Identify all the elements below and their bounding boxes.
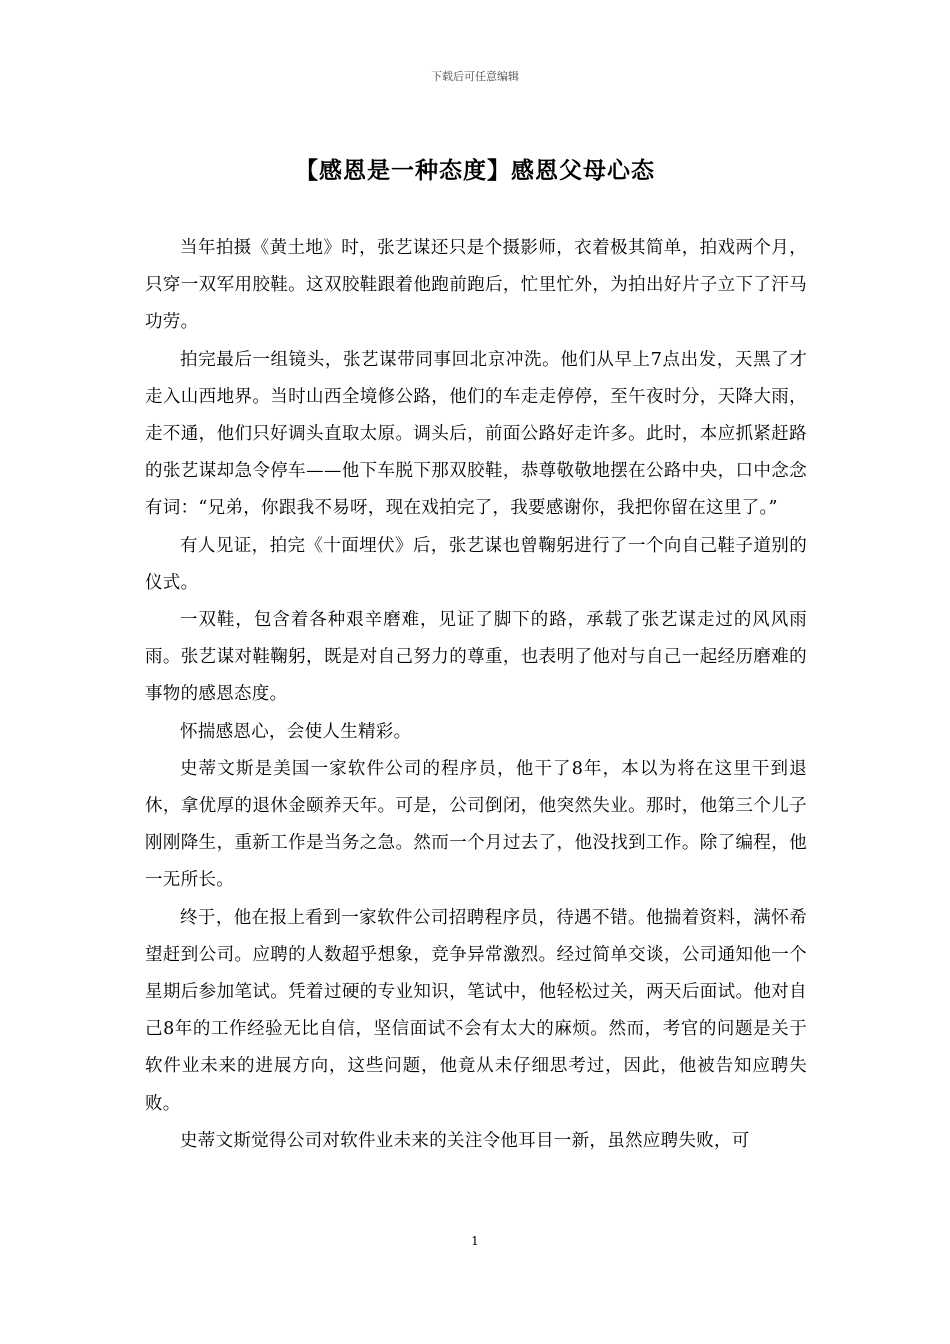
paragraph: 一双鞋，包含着各种艰辛磨难，见证了脚下的路，承载了张艺谋走过的风风雨雨。张艺谋对鞋鞠躬，既是对自己努力的尊重，也表明了他对与自己一起经历磨难的事物的感恩态度。 xyxy=(145,610,807,705)
paragraph: 怀揣感恩心，会使人生精彩。 xyxy=(180,721,412,742)
paragraph: 有人见证，拍完《十面埋伏》后，张艺谋也曾鞠躬进行了一个向自己鞋子道别的仪式。 xyxy=(145,535,807,593)
document-body xyxy=(145,230,807,1160)
page-header-note: 下载后可任意编辑 xyxy=(431,70,519,83)
paragraph: 终于，他在报上看到一家软件公司招聘程序员，待遇不错。他揣着资料，满怀希望赶到公司。应聘的人数超乎想象，竞争异常激烈。经过简单交谈，公司通知他一个星期后参加笔试。凭着过硬的专业知识，笔试中，他轻松过关，两天后面试。他对自己8年的工作经验无比自信，坚信面试不会有太大的麻烦。然而，考官的问题是关于软件业未来的进展方向，这些问题，他竟从未仔细思考过，因此，他被告知应聘失败。 xyxy=(145,907,807,1114)
document-title: 【感恩是一种态度】感恩父母心态 xyxy=(295,157,655,184)
page-number: 1 xyxy=(471,1234,479,1248)
paragraph: 拍完最后一组镜头，张艺谋带同事回北京冲洗。他们从早上7点出发，天黑了才走入山西地界。当时山西全境修公路，他们的车走走停停，至午夜时分，天降大雨，走不通，他们只好调头直取太原。调头后，前面公路好走许多。此时，本应抓紧赶路的张艺谋却急令停车——他下车脱下那双胶鞋，恭尊敬敬地摆在公路中央，口中念念有词：“兄弟，你跟我不易呀，现在戏拍完了，我要感谢你，我把你留在这里了。” xyxy=(145,349,807,519)
paragraph: 史蒂文斯觉得公司对软件业未来的关注令他耳目一新，虽然应聘失败，可 xyxy=(180,1130,750,1151)
paragraph: 史蒂文斯是美国一家软件公司的程序员，他干了8年，本以为将在这里干到退休，拿优厚的退休金颐养天年。可是，公司倒闭，他突然失业。那时，他第三个儿子刚刚降生，重新工作是当务之急。然而一个月过去了，他没找到工作。除了编程，他一无所长。 xyxy=(145,758,807,891)
paragraph: 当年拍摄《黄土地》时，张艺谋还只是个摄影师，衣着极其简单，拍戏两个月，只穿一双军用胶鞋。这双胶鞋跟着他跑前跑后，忙里忙外，为拍出好片子立下了汗马功劳。 xyxy=(145,238,807,333)
